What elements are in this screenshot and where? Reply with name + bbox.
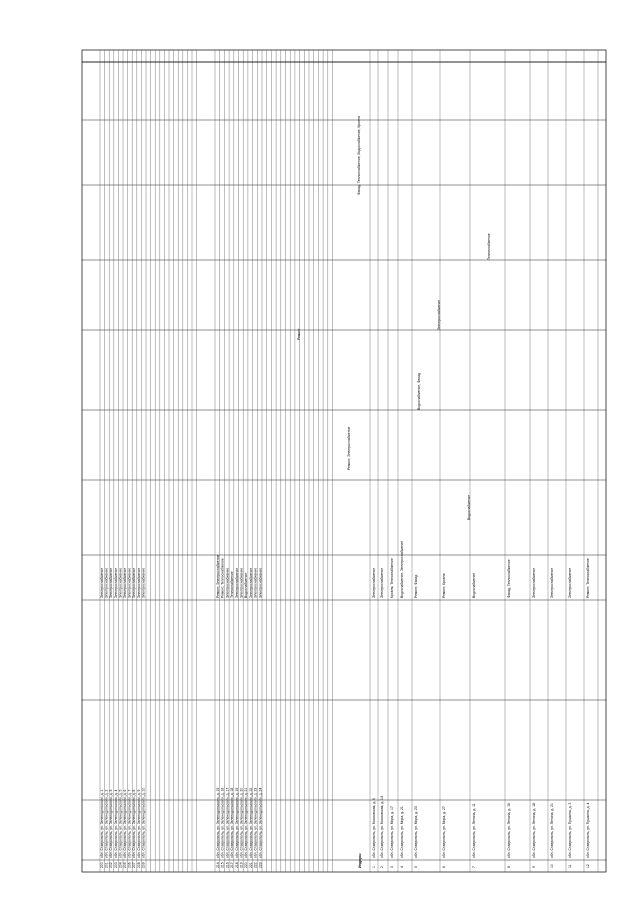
row-work: Фасад, Теплоснабжение xyxy=(507,559,511,598)
row-number: 9 xyxy=(532,866,536,868)
row-work: Электроснабжение xyxy=(123,567,127,598)
row-work: Электроснабжение xyxy=(225,567,230,598)
row-number: 214 xyxy=(216,862,220,868)
row-address: обл. Ставрополь, ул. Ленина, д. 18 xyxy=(532,803,536,858)
row-work: Теплоснабжение xyxy=(230,571,235,598)
row-address: обл. Ставрополь, ул. Зеленодольского, д. 10 xyxy=(141,787,146,858)
row-address: обл. Ставрополь, ул. Зеленодольского, д. 20 xyxy=(239,787,244,858)
row-number: 202 xyxy=(109,862,114,868)
row-number: 207 xyxy=(132,862,137,868)
row-work: Водоснабжение xyxy=(244,572,249,598)
row-work: Электроснабжение xyxy=(253,567,258,598)
row-number: 1 xyxy=(372,866,376,868)
row-work: Электроснабжение xyxy=(100,567,104,598)
row-address: обл. Ставрополь, ул. Зеленодольского, д. 3 xyxy=(109,789,114,858)
row-number: 4 xyxy=(400,866,404,868)
section-heading: Индоры xyxy=(358,853,362,868)
row-number: 3 xyxy=(390,866,394,868)
cell-note: Фасад, Теплоснабжение, Водоснабжение, Кровля xyxy=(357,116,361,195)
row-number: 221 xyxy=(248,862,253,868)
row-work: Электроснабжение xyxy=(141,567,146,598)
row-work: Электроснабжение xyxy=(132,567,137,598)
row-address: обл. Ставрополь, ул. Зеленодольского, д. 24 xyxy=(258,787,263,858)
row-number: 219 xyxy=(239,862,244,868)
row-address: обл. Ставрополь, ул. Зеленодольского, д. 4 xyxy=(113,789,118,858)
row-address: обл. Ставрополь, ул. Зеленодольского, д. 15 xyxy=(216,787,220,858)
cell-note: Водоснабжение, Фасад xyxy=(417,372,421,410)
row-number: 5 xyxy=(414,866,418,868)
cell-note: Теплоснабжение xyxy=(487,233,491,260)
cell-note: Водоснабжение xyxy=(467,494,471,520)
row-work: Ремонт, Фасад xyxy=(414,574,418,598)
row-work: Электроснабжение xyxy=(109,567,114,598)
row-number: 200 xyxy=(100,862,104,868)
row-work: Электроснабжение xyxy=(127,567,132,598)
row-number: 12 xyxy=(586,864,590,868)
row-number: 215 xyxy=(220,862,225,868)
row-address: обл. Ставрополь, ул. Пушкина, д. 4 xyxy=(586,802,590,858)
row-address: обл. Ставрополь, ул. Мира, д. 27 xyxy=(442,806,446,858)
row-work: Электроснабжение xyxy=(118,567,123,598)
row-address: обл. Ставрополь, ул. Зеленодольского, д. 21 xyxy=(244,787,249,858)
row-work: Кровля, Теплоснабжение xyxy=(390,558,394,598)
row-work: Ремонт, Теплоснабжение xyxy=(586,558,590,598)
row-address: обл. Ставрополь, ул. Пушкина, д. 3 xyxy=(568,802,572,858)
row-address: обл. Ставрополь, ул. Зеленодольского, д. 1 xyxy=(100,789,104,858)
row-address: обл. Ставрополь, ул. Московская, д. 14 xyxy=(380,796,384,858)
row-work: Электроснабжение xyxy=(380,567,384,598)
row-number: 10 xyxy=(550,864,554,868)
row-work: Электроснабжение xyxy=(104,567,109,598)
row-address: обл. Ставрополь, ул. Ленина, д. 21 xyxy=(550,803,554,858)
row-work: Электроснабжение xyxy=(234,567,239,598)
row-work: Электроснабжение xyxy=(372,567,376,598)
cell-note: Электроснабжение xyxy=(437,299,441,330)
row-number: 204 xyxy=(118,862,123,868)
row-work: Электроснабжение xyxy=(136,567,141,598)
row-number: 11 xyxy=(568,864,572,868)
row-address: обл. Ставрополь, ул. Зеленодольского, д. 9 xyxy=(136,789,141,858)
row-address: обл. Ставрополь, ул. Зеленодольского, д. 6 xyxy=(123,789,127,858)
row-address: обл. Ставрополь, ул. Зеленодольского, д. 5 xyxy=(118,789,123,858)
row-number: 218 xyxy=(234,862,239,868)
row-number: 216 xyxy=(225,862,230,868)
row-number: 222 xyxy=(253,862,258,868)
row-address: обл. Ставрополь, ул. Ленина, д. 11 xyxy=(472,803,476,858)
cell-note: Ремонт, Электроснабжение xyxy=(347,426,351,470)
row-address: обл. Ставрополь, ул. Зеленодольского, д. 17 xyxy=(225,787,230,858)
row-number: 223 xyxy=(258,862,263,868)
row-work: Электроснабжение xyxy=(568,567,572,598)
row-number: 6 xyxy=(442,866,446,868)
row-work: Электроснабжение xyxy=(258,567,263,598)
row-work: Водоснабжение xyxy=(472,572,476,598)
row-work: Ремонт, Кровля xyxy=(442,573,446,598)
row-work: Электроснабжение xyxy=(550,567,554,598)
row-address: обл. Ставрополь, ул. Зеленодольского, д. 7 xyxy=(127,789,132,858)
row-address: обл. Ставрополь, ул. Зеленодольского, д. 22 xyxy=(248,787,253,858)
row-work: Водоснабжение, Электроснабжение xyxy=(400,540,404,598)
row-number: 203 xyxy=(113,862,118,868)
row-number: 8 xyxy=(507,866,511,868)
row-work: Ремонт, Электроснабжение xyxy=(216,554,220,598)
row-number: 201 xyxy=(104,862,109,868)
row-work: Электроснабжение xyxy=(248,567,253,598)
row-address: обл. Ставрополь, ул. Ленина, д. 16 xyxy=(507,803,511,858)
row-number: 217 xyxy=(230,862,235,868)
row-address: обл. Ставрополь, ул. Московская, д. 6 xyxy=(372,798,376,858)
row-number: 7 xyxy=(472,866,476,868)
table-frame xyxy=(82,50,606,872)
row-address: обл. Ставрополь, ул. Мира, д. 21 xyxy=(400,806,404,858)
row-number: 206 xyxy=(127,862,132,868)
row-address: обл. Ставрополь, ул. Зеленодольского, д. 8 xyxy=(132,789,137,858)
row-work: Электроснабжение xyxy=(239,567,244,598)
row-number: 208 xyxy=(136,862,141,868)
row-number: 205 xyxy=(123,862,127,868)
row-address: обл. Ставрополь, ул. Зеленодольского, д. 16 xyxy=(220,787,225,858)
row-number: 2 xyxy=(380,866,384,868)
row-address: обл. Ставрополь, ул. Мира, д. 23 xyxy=(414,806,418,858)
row-address: обл. Ставрополь, ул. Зеленодольского, д. 23 xyxy=(253,787,258,858)
row-address: обл. Ставрополь, ул. Мира, д. 17 xyxy=(390,806,394,858)
row-number: 209 xyxy=(141,862,146,868)
row-address: обл. Ставрополь, ул. Зеленодольского, д. 18 xyxy=(230,787,235,858)
row-address: обл. Ставрополь, ул. Зеленодольского, д. 2 xyxy=(104,789,109,858)
cell-note: Ремонт xyxy=(297,328,301,340)
row-number: 220 xyxy=(244,862,249,868)
row-address: обл. Ставрополь, ул. Зеленодольского, д. 19 xyxy=(234,787,239,858)
row-work: Электроснабжение xyxy=(532,567,536,598)
row-work: Электроснабжение xyxy=(113,567,118,598)
row-work: Ремонт, Теплоснабжение xyxy=(220,558,225,598)
